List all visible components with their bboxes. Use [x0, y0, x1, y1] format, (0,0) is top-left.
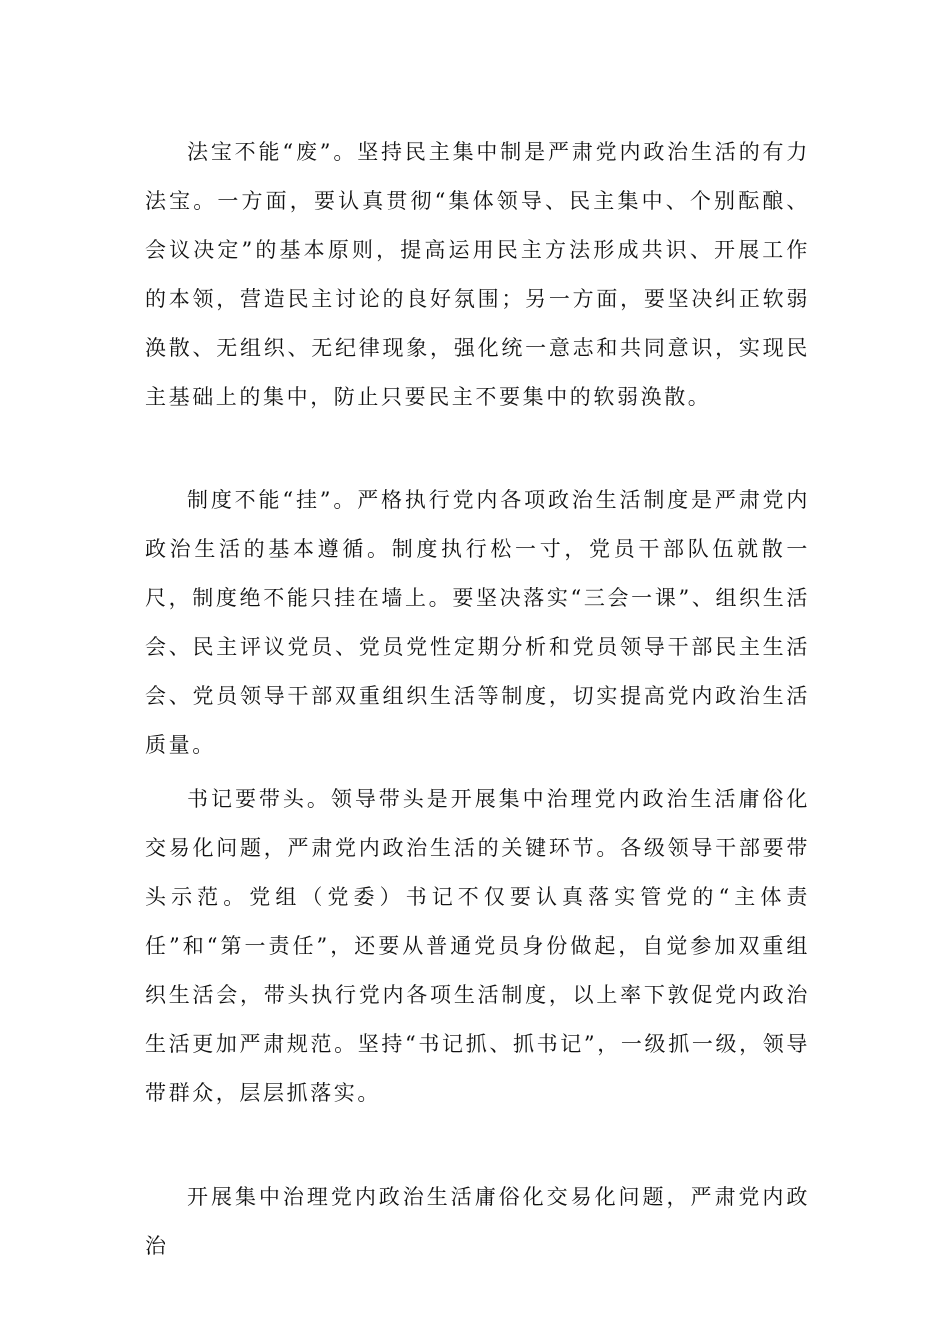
paragraph-concluding: 开展集中治理党内政治生活庸俗化交易化问题，严肃党内政治: [145, 1185, 810, 1258]
paragraph-system-execution: 制度不能“挂”。严格执行党内各项政治生活制度是严肃党内政治生活的基本遵循。制度执行松一寸，党员干部队伍就散一尺，制度绝不能只挂在墙上。要坚决落实“三会一课”、组织生活会、民主评议党员、党员党性定期分析和党员领导干部民主生活会、党员领导干部双重组织生活等制度，切实提高党内政治生活质量。: [145, 488, 810, 757]
paragraph-democratic-centralism: 法宝不能“废”。坚持民主集中制是严肃党内政治生活的有力法宝。一方面，要认真贯彻“集体领导、民主集中、个别酝酿、会议决定”的基本原则，提高运用民主方法形成共识、开展工作的本领，营造民主讨论的良好氛围；另一方面，要坚决纠正软弱涣散、无组织、无纪律现象，强化统一意志和共同意识，实现民主基础上的集中，防止只要民主不要集中的软弱涣散。: [145, 140, 810, 409]
paragraph-secretary-lead: 书记要带头。领导带头是开展集中治理党内政治生活庸俗化交易化问题，严肃党内政治生活的关键环节。各级领导干部要带头示范。党组（党委）书记不仅要认真落实管党的“主体责任”和“第一责任”，还要从普通党员身份做起，自觉参加双重组织生活会，带头执行党内各项生活制度，以上率下敦促党内政治生活更加严肃规范。坚持“书记抓、抓书记”，一级抓一级，领导带群众，层层抓落实。: [145, 787, 810, 1105]
